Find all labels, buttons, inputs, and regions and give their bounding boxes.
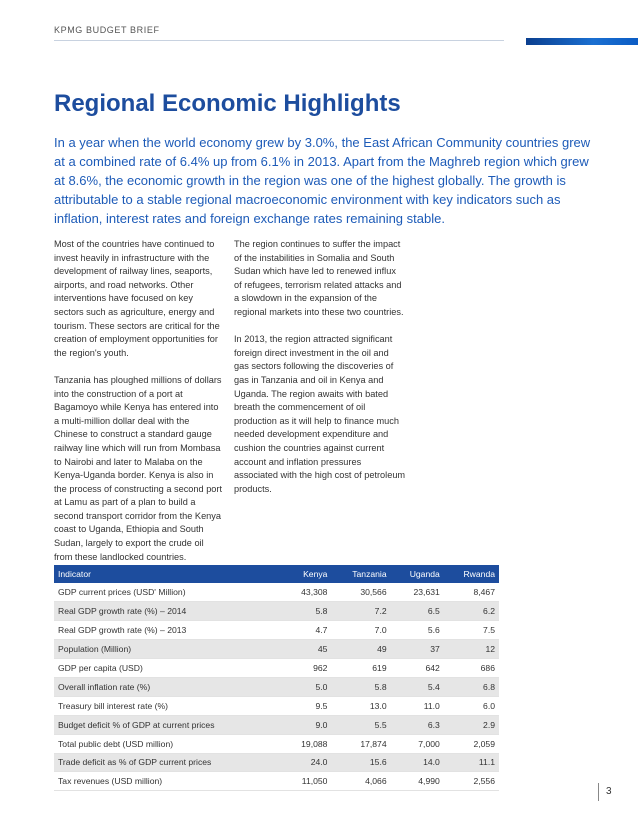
table-cell-value: 4,066 <box>331 772 390 791</box>
header-rwanda: Rwanda <box>444 565 499 583</box>
table-cell-value: 4.7 <box>284 621 332 640</box>
table-cell-value: 6.5 <box>391 602 444 621</box>
table-cell-value: 2.9 <box>444 715 499 734</box>
header-tanzania: Tanzania <box>331 565 390 583</box>
table-cell-value: 37 <box>391 640 444 659</box>
table-cell-value: 49 <box>331 640 390 659</box>
table-cell-indicator: Population (Million) <box>54 640 284 659</box>
table-cell-value: 7,000 <box>391 734 444 753</box>
table-cell-value: 7.0 <box>331 621 390 640</box>
table-row <box>54 715 499 734</box>
table-cell-value: 19,088 <box>284 734 332 753</box>
table-cell-indicator: GDP per capita (USD) <box>54 659 284 678</box>
right-paragraph-1: The region continues to suffer the impact of the instabilities in Somalia and South Sudan which have led to renewed influx of refugees, terrorism related attacks and a slowdown in the expansion of the regional markets into these two countries. <box>234 239 404 317</box>
table-cell-value: 6.0 <box>444 696 499 715</box>
right-paragraph-2: In 2013, the region attracted significant foreign direct investment in the oil and gas sectors following the discoveries of gas in Tanzania and oil in Kenya and Uganda. The region awaits with bated breath the commencement of oil production as it will help to finance much needed development expenditure and cushion the countries against current account and inflation pressures associated with the high cost of petroleum products. <box>234 334 406 494</box>
header-uganda: Uganda <box>391 565 444 583</box>
table-cell-value: 11.1 <box>444 753 499 772</box>
table-cell-value: 6.8 <box>444 677 499 696</box>
table-header-row <box>54 565 499 583</box>
table-row <box>54 602 499 621</box>
header-label: KPMG BUDGET BRIEF <box>54 25 160 35</box>
table-cell-value: 4,990 <box>391 772 444 791</box>
table-cell-value: 5.8 <box>284 602 332 621</box>
table-cell-value: 11,050 <box>284 772 332 791</box>
table-cell-value: 24.0 <box>284 753 332 772</box>
table-cell-value: 619 <box>331 659 390 678</box>
table-row <box>54 583 499 602</box>
table-cell-value: 2,556 <box>444 772 499 791</box>
table-cell-value: 5.6 <box>391 621 444 640</box>
table-cell-indicator: Real GDP growth rate (%) – 2013 <box>54 621 284 640</box>
table-cell-value: 13.0 <box>331 696 390 715</box>
table-row <box>54 677 499 696</box>
table-cell-value: 2,059 <box>444 734 499 753</box>
table-cell-value: 8,467 <box>444 583 499 602</box>
header-rule <box>54 40 504 41</box>
table-row <box>54 621 499 640</box>
table-cell-indicator: Treasury bill interest rate (%) <box>54 696 284 715</box>
table-row <box>54 772 499 791</box>
left-paragraph-1: Most of the countries have continued to invest heavily in infrastructure with the development of railway lines, seaports, airports, and road networks. Other interventions have focused on key sectors such as agriculture, energy and tourism. These sectors are critical for the creation of employment opportunities for the region's youth. <box>54 239 220 358</box>
table-cell-indicator: Overall inflation rate (%) <box>54 677 284 696</box>
left-paragraph-2: Tanzania has ploughed millions of dollars into the construction of a port at Bagamoyo while Kenya has entered into a multi-million dollar deal with the Chinese to construct a standard gauge railway line which will run from Mombasa to Nairobi and later to Malaba on the Kenya-Uganda border. Kenya is also in the process of constructing a second port at Lamu as part of a plan to build a second transport corridor from the Kenya coast to Uganda, Ethiopia and South Sudan, largely to export the crude oil from these landlocked countries. <box>54 374 223 562</box>
table-row <box>54 753 499 772</box>
table-cell-value: 14.0 <box>391 753 444 772</box>
left-column <box>54 238 224 578</box>
table-cell-indicator: Trade deficit as % of GDP current prices <box>54 753 284 772</box>
table-body <box>54 583 499 791</box>
table-row <box>54 734 499 753</box>
table-cell-value: 23,631 <box>391 583 444 602</box>
table-cell-value: 12 <box>444 640 499 659</box>
header-accent-bar <box>526 38 638 45</box>
table-cell-value: 6.3 <box>391 715 444 734</box>
table-cell-value: 5.0 <box>284 677 332 696</box>
table-row <box>54 659 499 678</box>
table-cell-indicator: Budget deficit % of GDP at current prices <box>54 715 284 734</box>
table-cell-value: 43,308 <box>284 583 332 602</box>
intro-paragraph: In a year when the world economy grew by 3.0%, the East African Community countries grew at a combined rate of 6.4% up from 6.1% in 2013. Apart from the Maghreb region which grew at 8.6%, the economic growth in the region was one of the highest globally. The growth is attributable to a stable regional macroeconomic environment with key indicators such as inflation, interest rates and foreign exchange rates remaining stable. <box>54 135 591 226</box>
header-kenya: Kenya <box>284 565 332 583</box>
table-cell-value: 6.2 <box>444 602 499 621</box>
table-cell-value: 11.0 <box>391 696 444 715</box>
table-cell-value: 5.8 <box>331 677 390 696</box>
table-cell-value: 5.5 <box>331 715 390 734</box>
table-cell-value: 5.4 <box>391 677 444 696</box>
table-cell-value: 15.6 <box>331 753 390 772</box>
table-cell-value: 642 <box>391 659 444 678</box>
table-cell-indicator: GDP current prices (USD' Million) <box>54 583 284 602</box>
table-cell-value: 45 <box>284 640 332 659</box>
table-cell-indicator: Real GDP growth rate (%) – 2014 <box>54 602 284 621</box>
table-cell-indicator: Total public debt (USD million) <box>54 734 284 753</box>
table-row <box>54 696 499 715</box>
right-column <box>234 238 406 510</box>
table-cell-value: 686 <box>444 659 499 678</box>
table-cell-value: 17,874 <box>331 734 390 753</box>
table-row <box>54 640 499 659</box>
table-cell-value: 30,566 <box>331 583 390 602</box>
page-number: 3 <box>606 786 612 797</box>
header-indicator: Indicator <box>54 565 284 583</box>
page-number-rule <box>598 783 599 801</box>
table-cell-value: 9.0 <box>284 715 332 734</box>
table-cell-value: 9.5 <box>284 696 332 715</box>
table-cell-indicator: Tax revenues (USD million) <box>54 772 284 791</box>
page-title: Regional Economic Highlights <box>54 90 401 117</box>
table-cell-value: 7.5 <box>444 621 499 640</box>
table-cell-value: 7.2 <box>331 602 390 621</box>
table-cell-value: 962 <box>284 659 332 678</box>
economic-indicators-table <box>54 565 499 791</box>
